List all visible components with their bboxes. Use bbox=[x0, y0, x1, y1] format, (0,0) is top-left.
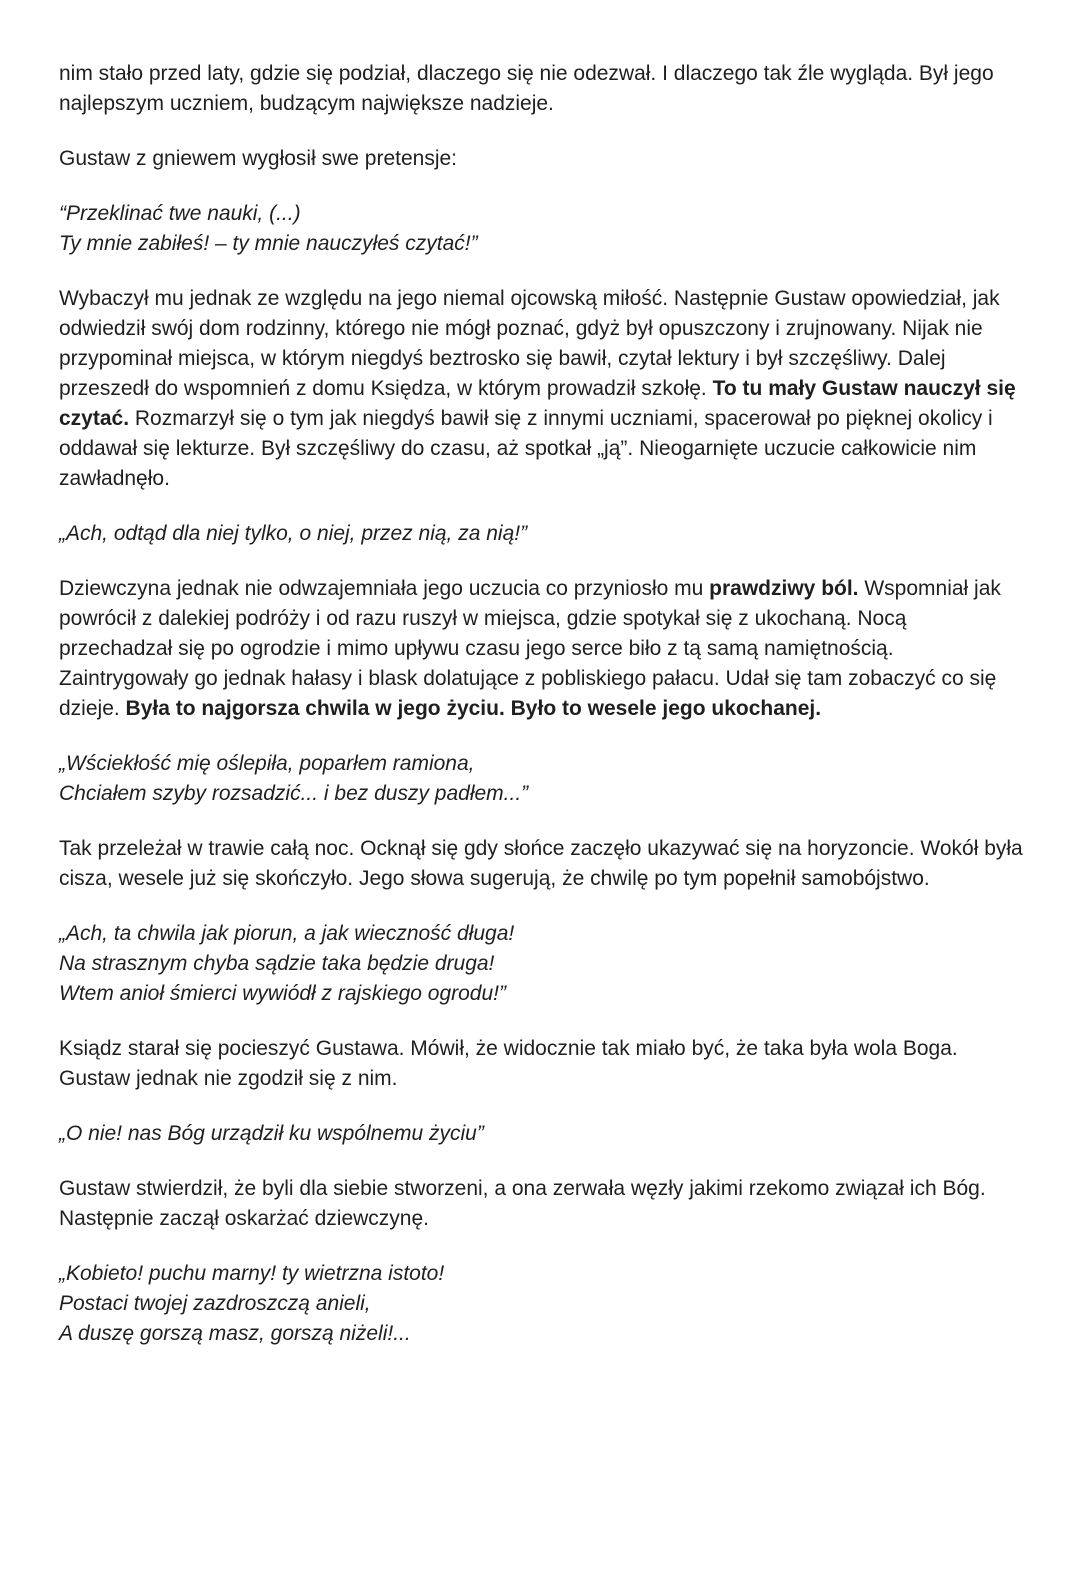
paragraph bbox=[59, 59, 1025, 119]
text-run: Dziewczyna jednak nie odwzajemniała jego uczucia co przyniosło mu bbox=[59, 577, 710, 600]
text-run: Gustaw z gniewem wygłosił swe pretensje: bbox=[59, 147, 457, 170]
quote-line: “Przeklinać twe nauki, (...) bbox=[59, 202, 301, 225]
quote-line: Postaci twojej zazdroszczą anieli, bbox=[59, 1292, 371, 1315]
text-run: Tak przeleżał w trawie całą noc. Ocknął się gdy słońce zaczęło ukazywać się na horyzoncie. Wokół była cisza, wesele już się skończyło. Jego słowa sugerują, że chwilę po tym popełnił samobójstwo. bbox=[59, 837, 1023, 890]
text-run: Ksiądz starał się pocieszyć Gustawa. Mówił, że widocznie tak miało być, że taka była wola Boga. Gustaw jednak nie zgodził się z nim. bbox=[59, 1037, 958, 1090]
quote-paragraph bbox=[59, 749, 1025, 809]
bold-text-run: prawdziwy ból. bbox=[709, 577, 859, 600]
quote-paragraph bbox=[59, 199, 1025, 259]
document-body bbox=[59, 59, 1025, 1349]
quote-line: A duszę gorszą masz, gorszą niżeli!... bbox=[59, 1322, 411, 1345]
quote-line: Chciałem szyby rozsadzić... i bez duszy padłem...” bbox=[59, 782, 529, 805]
paragraph bbox=[59, 1034, 1025, 1094]
text-run: Wspomniał jak powrócił z dalekiej podróży i od razu ruszył w miejsca, gdzie spotykał się z ukochaną. Nocą przechadzał się po ogrodzie i mimo upływu czasu jego serce biło z tą samą namiętnością. Zaintrygowały go jednak hałasy i blask dolatujące z pobliskiego pałacu. Udał się tam zobaczyć co się dzieje. bbox=[59, 577, 1001, 720]
paragraph bbox=[59, 834, 1025, 894]
paragraph bbox=[59, 284, 1025, 494]
text-run: Wybaczył mu jednak ze względu na jego niemal ojcowską miłość. Następnie Gustaw opowiedział, jak odwiedził swój dom rodzinny, którego nie mógł poznać, gdyż był opuszczony i zrujnowany. Nijak nie przypominał miejsca, w którym niegdyś beztrosko się bawił, czytał lektury i był szczęśliwy. Dalej przeszedł do wspomnień z domu Księdza, w którym prowadził szkołę. bbox=[59, 287, 1000, 400]
quote-line: „Ach, odtąd dla niej tylko, o niej, przez nią, za nią!” bbox=[59, 522, 528, 545]
quote-line: „O nie! nas Bóg urządził ku wspólnemu życiu” bbox=[59, 1122, 484, 1145]
quote-paragraph bbox=[59, 919, 1025, 1009]
bold-text-run: Była to najgorsza chwila w jego życiu. Było to wesele jego ukochanej. bbox=[125, 697, 822, 720]
paragraph bbox=[59, 144, 1025, 174]
quote-paragraph bbox=[59, 1119, 1025, 1149]
quote-line: Ty mnie zabiłeś! – ty mnie nauczyłeś czytać!” bbox=[59, 232, 478, 255]
quote-line: Wtem anioł śmierci wywiódł z rajskiego ogrodu!” bbox=[59, 982, 506, 1005]
quote-line: „Ach, ta chwila jak piorun, a jak wieczność długa! bbox=[59, 922, 515, 945]
paragraph bbox=[59, 574, 1025, 724]
quote-paragraph bbox=[59, 1259, 1025, 1349]
quote-line: „Kobieto! puchu marny! ty wietrzna istoto! bbox=[59, 1262, 445, 1285]
quote-line: Na strasznym chyba sądzie taka będzie druga! bbox=[59, 952, 495, 975]
paragraph bbox=[59, 1174, 1025, 1234]
quote-paragraph bbox=[59, 519, 1025, 549]
text-run: nim stało przed laty, gdzie się podział, dlaczego się nie odezwał. I dlaczego tak źle wygląda. Był jego najlepszym uczniem, budzącym największe nadzieje. bbox=[59, 62, 994, 115]
text-run: Gustaw stwierdził, że byli dla siebie stworzeni, a ona zerwała węzły jakimi rzekomo związał ich Bóg. Następnie zaczął oskarżać dziewczynę. bbox=[59, 1177, 986, 1230]
text-run: Rozmarzył się o tym jak niegdyś bawił się z innymi uczniami, spacerował po pięknej okolicy i oddawał się lekturze. Był szczęśliwy do czasu, aż spotkał „ją”. Nieogarnięte uczucie całkowicie nim zawładnęło. bbox=[59, 407, 993, 490]
quote-line: „Wściekłość mię oślepiła, poparłem ramiona, bbox=[59, 752, 475, 775]
bold-text-run: To tu mały Gustaw nauczył się czytać. bbox=[59, 377, 1016, 430]
